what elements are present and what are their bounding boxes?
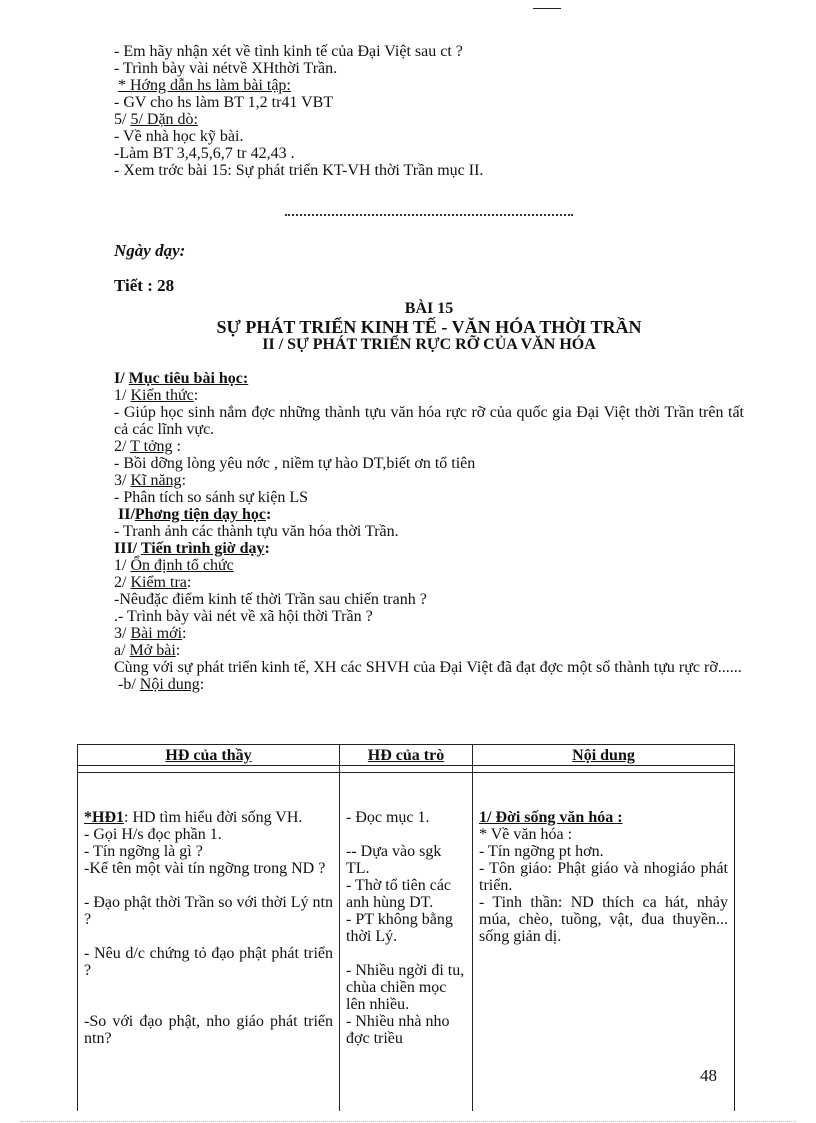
teacher-item: -Kể tên một vài tín ngỡng trong ND ? xyxy=(84,860,326,877)
thought-heading xyxy=(114,438,744,455)
homework-number: 5/ xyxy=(114,111,131,128)
content-cell xyxy=(473,773,735,1112)
teacher-item: -So với đạo phật, nho giáo phát triển ntn? xyxy=(84,1013,333,1047)
knowledge-heading xyxy=(114,387,744,404)
heading-suffix: : xyxy=(175,642,181,659)
teacher-item: - Gọi H/s đọc phần 1. xyxy=(84,826,222,843)
skills-heading xyxy=(114,472,744,489)
new-lesson-heading xyxy=(114,625,744,642)
teacher-item: - Tín ngỡng là gì ? xyxy=(84,843,203,860)
check-question: .- Trình bày vài nét về xã hội thời Trần ? xyxy=(114,608,373,625)
heading-suffix: : xyxy=(199,676,205,693)
intro-line: - Xem trớc bài 15: Sự phát triển KT-VH thời Trần mục II. xyxy=(114,162,484,179)
student-item: - PT không bằng thời Lý. xyxy=(346,911,453,945)
hd1-text: : HD tìm hiểu đời sống VH. xyxy=(124,809,303,826)
heading-prefix: II/ xyxy=(118,506,135,523)
intro-line: - Về nhà học kỹ bài. xyxy=(114,128,244,145)
intro-line: - GV cho hs làm BT 1,2 tr41 VBT xyxy=(114,94,334,111)
table-cell xyxy=(473,766,735,773)
teacher-gap xyxy=(84,996,333,1013)
check-heading xyxy=(114,574,744,591)
homework-label: 5/ Dặn dò: xyxy=(130,111,198,128)
table-spacer-row xyxy=(78,766,735,773)
content-item: - Tín ngỡng pt hơn. xyxy=(479,843,604,860)
heading-prefix: 1/ xyxy=(114,387,131,404)
lesson-table xyxy=(77,744,735,1111)
student-gap xyxy=(346,945,466,962)
homework-heading xyxy=(114,111,744,128)
teacher-item: - Đạo phật thời Trần so với thời Lý ntn ? xyxy=(84,894,333,928)
heading-label: Mở bài xyxy=(129,642,176,659)
intro-line: - Trình bày vài nétvề XHthời Trần. xyxy=(114,60,338,77)
content-cell-content xyxy=(479,809,728,1095)
student-cell xyxy=(340,773,473,1112)
lesson-number: BÀI 15 xyxy=(404,300,454,317)
period-label: Tiết : 28 xyxy=(114,276,175,295)
skills-text: - Phân tích so sánh sự kiện LS xyxy=(114,489,308,506)
heading-prefix: -b/ xyxy=(118,676,140,693)
intro-line: -Làm BT 3,4,5,6,7 tr 42,43 . xyxy=(114,145,295,162)
intro-section xyxy=(114,43,744,179)
student-item: - Nhiều nhà nho đợc triều xyxy=(346,1013,450,1047)
lesson-titles xyxy=(114,300,744,354)
column-header-content: Nội dung xyxy=(473,745,735,766)
student-gap xyxy=(346,826,466,843)
column-header-teacher: HĐ của thầy xyxy=(78,745,340,766)
heading-suffix: : xyxy=(266,506,272,523)
heading-suffix: : xyxy=(193,387,199,404)
heading-suffix: : xyxy=(264,540,270,557)
heading-prefix: III/ xyxy=(114,540,141,557)
heading-prefix: 3/ xyxy=(114,472,131,489)
intro-line: - Em hãy nhận xét về tình kinh tế của Đại Việt sau ct ? xyxy=(114,43,463,60)
column-header-student: HĐ của trò xyxy=(340,745,473,766)
heading-prefix: a/ xyxy=(114,642,130,659)
student-cell-content xyxy=(346,809,466,1095)
process-heading xyxy=(114,540,744,557)
objectives-heading xyxy=(114,370,744,387)
heading-label: Ổn định tổ chức xyxy=(130,557,234,574)
heading-prefix: 1/ xyxy=(114,557,131,574)
heading-label: Bài mới xyxy=(130,625,183,642)
opening-text: Cùng với sự phát triển kinh tế, XH các SHVH của Đại Việt đã đạt đợc một số thành tựu rực rỡ...... xyxy=(114,659,742,676)
heading-label: Tiến trình giờ dạy xyxy=(140,540,265,557)
lesson-subtitle: II / SỰ PHÁT TRIỂN RỰC RỠ CỦA VĂN HÓA xyxy=(262,336,596,353)
heading-prefix: 2/ xyxy=(114,438,131,455)
heading-label: Kiểm tra xyxy=(130,574,187,591)
heading-suffix: : xyxy=(181,472,187,489)
teacher-cell xyxy=(78,773,340,1112)
student-item: - Thờ tổ tiên các anh hùng DT. xyxy=(346,877,452,911)
top-dash xyxy=(533,8,561,9)
teacher-gap xyxy=(84,928,333,945)
heading-label: T tởng xyxy=(130,438,173,455)
hd1-line xyxy=(84,809,333,826)
lesson-title: SỰ PHÁT TRIỂN KINH TẾ - VĂN HÓA THỜI TRẦN xyxy=(216,317,642,337)
hd1-label: *HĐ1 xyxy=(84,809,124,826)
heading-label: Nội dung xyxy=(139,676,200,693)
stabilize-heading xyxy=(114,557,744,574)
heading-prefix: 2/ xyxy=(114,574,131,591)
check-question: -Nêuđặc điểm kinh tế thời Trần sau chiến tranh ? xyxy=(114,591,427,608)
content-item: * Về văn hóa : xyxy=(479,826,573,843)
student-item: - Đọc mục 1. xyxy=(346,809,430,826)
heading-suffix: : xyxy=(172,438,181,455)
teacher-gap xyxy=(84,979,333,996)
objectives-section xyxy=(114,370,744,693)
table-cell xyxy=(340,766,473,773)
page-number: 48 xyxy=(700,1066,717,1085)
heading-label: Mục tiêu bài học: xyxy=(128,370,249,387)
heading-prefix: 3/ xyxy=(114,625,131,642)
means-text: - Tranh ảnh các thành tựu văn hóa thời Trần. xyxy=(114,523,399,540)
teacher-gap xyxy=(84,877,333,894)
heading-suffix: : xyxy=(186,574,192,591)
table-header-row xyxy=(78,745,735,766)
student-item: -- Dựa vào sgk TL. xyxy=(346,843,442,877)
student-item: - Nhiều ngời đi tu, chùa chiền mọc lên nhiều. xyxy=(346,962,465,1013)
table-cell xyxy=(78,766,340,773)
means-heading xyxy=(114,506,744,523)
content-heading xyxy=(114,676,744,693)
teacher-item: - Nêu d/c chứng tỏ đạo phật phát triển ? xyxy=(84,945,333,979)
teacher-cell-content xyxy=(84,809,333,1095)
heading-label: Phơng tiện dạy học xyxy=(134,506,267,523)
heading-suffix: : xyxy=(182,625,187,642)
content-section-heading: 1/ Đời sống văn hóa : xyxy=(479,809,623,826)
heading-prefix: I/ xyxy=(114,370,129,387)
content-item: - Tôn giáo: Phật giáo và nhogiáo phát triển. xyxy=(479,860,728,894)
knowledge-text: - Giúp học sinh nắm đợc những thành tựu văn hóa rực rỡ của quốc gia Đại Việt thời Trần trên tất cả các lĩnh vực. xyxy=(114,404,744,438)
teaching-date-label: Ngày dạy: xyxy=(114,241,186,260)
page-bottom-border xyxy=(20,1121,796,1122)
heading-label: Kĩ năng xyxy=(130,472,182,489)
heading-label: Kiến thức xyxy=(130,387,194,404)
opening-heading xyxy=(114,642,744,659)
table-row xyxy=(78,773,735,1112)
homework-guide-heading: * Hớng dẫn hs làm bài tập: xyxy=(118,77,291,94)
section-separator xyxy=(285,214,573,216)
content-item: - Tinh thần: ND thích ca hát, nhảy múa, chèo, tuồng, vật, đua thuyền... sống giản dị. xyxy=(479,894,728,945)
thought-text: - Bồi dỡng lòng yêu nớc , niềm tự hào DT,biết ơn tổ tiên xyxy=(114,455,476,472)
